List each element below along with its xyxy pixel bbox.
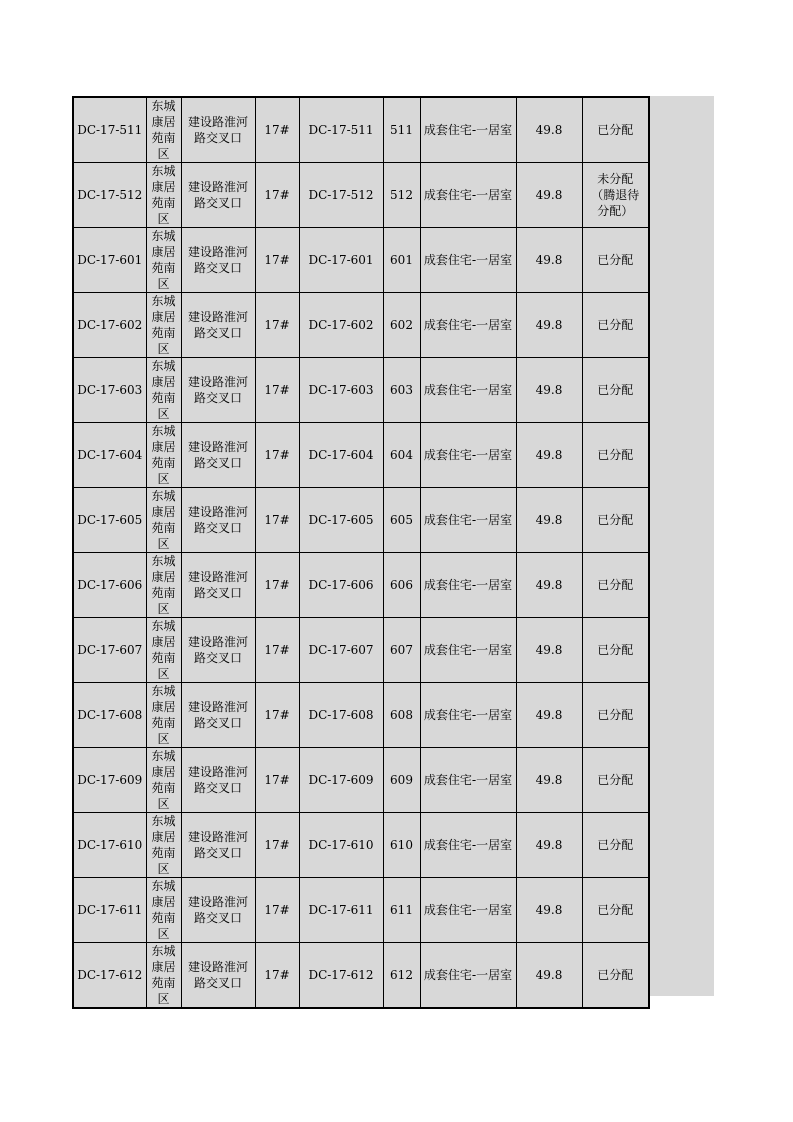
address-text: 建设路淮河路交叉口 bbox=[187, 115, 248, 145]
community-cell bbox=[146, 618, 181, 683]
building-cell: 17# bbox=[255, 683, 299, 748]
community-text: 东城康居苑南区 bbox=[151, 99, 176, 161]
table-body bbox=[73, 97, 649, 1008]
status-text: 已分配 bbox=[597, 383, 634, 397]
community-text: 东城康居苑南区 bbox=[151, 944, 176, 1006]
address-cell bbox=[181, 423, 255, 488]
status-cell bbox=[582, 943, 649, 1009]
status-text: 已分配 bbox=[597, 643, 634, 657]
housing-type-cell bbox=[420, 813, 516, 878]
address-cell bbox=[181, 878, 255, 943]
community-text: 东城康居苑南区 bbox=[151, 749, 176, 811]
community-text: 东城康居苑南区 bbox=[151, 229, 176, 291]
building-cell: 17# bbox=[255, 358, 299, 423]
unit-code-cell: DC-17-609 bbox=[299, 748, 383, 813]
address-text: 建设路淮河路交叉口 bbox=[187, 245, 248, 275]
building-cell: 17# bbox=[255, 553, 299, 618]
building-cell: 17# bbox=[255, 97, 299, 163]
room-number-cell: 608 bbox=[383, 683, 420, 748]
house-code-cell: DC-17-606 bbox=[73, 553, 146, 618]
address-cell bbox=[181, 813, 255, 878]
housing-type-text: 成套住宅-一居室 bbox=[423, 123, 513, 137]
housing-type-cell bbox=[420, 553, 516, 618]
status-text: 已分配 bbox=[597, 578, 634, 592]
unit-code-cell: DC-17-610 bbox=[299, 813, 383, 878]
room-number-cell: 605 bbox=[383, 488, 420, 553]
table-row bbox=[73, 748, 649, 813]
address-cell bbox=[181, 618, 255, 683]
status-text: 已分配 bbox=[597, 513, 634, 527]
status-text: 已分配 bbox=[597, 448, 634, 462]
table-row bbox=[73, 553, 649, 618]
housing-type-cell bbox=[420, 228, 516, 293]
status-text: 已分配 bbox=[597, 318, 634, 332]
room-number-cell: 512 bbox=[383, 163, 420, 228]
housing-type-cell bbox=[420, 748, 516, 813]
area-cell: 49.8 bbox=[516, 748, 582, 813]
housing-type-text: 成套住宅-一居室 bbox=[423, 968, 513, 982]
address-text: 建设路淮河路交叉口 bbox=[187, 440, 248, 470]
room-number-cell: 612 bbox=[383, 943, 420, 1009]
community-cell bbox=[146, 943, 181, 1009]
housing-type-cell bbox=[420, 163, 516, 228]
housing-type-cell bbox=[420, 293, 516, 358]
house-code-cell: DC-17-604 bbox=[73, 423, 146, 488]
housing-type-cell bbox=[420, 488, 516, 553]
community-cell bbox=[146, 97, 181, 163]
area-cell: 49.8 bbox=[516, 97, 582, 163]
address-cell bbox=[181, 943, 255, 1009]
housing-type-cell bbox=[420, 683, 516, 748]
status-cell bbox=[582, 228, 649, 293]
address-cell bbox=[181, 748, 255, 813]
house-code-cell: DC-17-601 bbox=[73, 228, 146, 293]
status-text: 已分配 bbox=[597, 968, 634, 982]
community-text: 东城康居苑南区 bbox=[151, 424, 176, 486]
community-text: 东城康居苑南区 bbox=[151, 294, 176, 356]
table-row bbox=[73, 618, 649, 683]
unit-code-cell: DC-17-601 bbox=[299, 228, 383, 293]
area-cell: 49.8 bbox=[516, 618, 582, 683]
building-cell: 17# bbox=[255, 813, 299, 878]
status-cell bbox=[582, 813, 649, 878]
address-text: 建设路淮河路交叉口 bbox=[187, 830, 248, 860]
unit-code-cell: DC-17-604 bbox=[299, 423, 383, 488]
housing-type-text: 成套住宅-一居室 bbox=[423, 903, 513, 917]
unit-code-cell: DC-17-608 bbox=[299, 683, 383, 748]
housing-type-text: 成套住宅-一居室 bbox=[423, 838, 513, 852]
unit-code-cell: DC-17-607 bbox=[299, 618, 383, 683]
building-cell: 17# bbox=[255, 618, 299, 683]
area-cell: 49.8 bbox=[516, 358, 582, 423]
housing-type-text: 成套住宅-一居室 bbox=[423, 708, 513, 722]
unit-code-cell: DC-17-611 bbox=[299, 878, 383, 943]
unit-code-cell: DC-17-511 bbox=[299, 97, 383, 163]
house-code-cell: DC-17-610 bbox=[73, 813, 146, 878]
status-cell bbox=[582, 293, 649, 358]
community-cell bbox=[146, 878, 181, 943]
table-row bbox=[73, 358, 649, 423]
community-cell bbox=[146, 748, 181, 813]
house-code-cell: DC-17-607 bbox=[73, 618, 146, 683]
address-cell bbox=[181, 358, 255, 423]
community-cell bbox=[146, 358, 181, 423]
housing-type-text: 成套住宅-一居室 bbox=[423, 253, 513, 267]
housing-type-cell bbox=[420, 618, 516, 683]
address-cell bbox=[181, 293, 255, 358]
address-cell bbox=[181, 228, 255, 293]
community-cell bbox=[146, 488, 181, 553]
building-cell: 17# bbox=[255, 878, 299, 943]
status-text: 已分配 bbox=[597, 773, 634, 787]
room-number-cell: 604 bbox=[383, 423, 420, 488]
area-cell: 49.8 bbox=[516, 423, 582, 488]
room-number-cell: 606 bbox=[383, 553, 420, 618]
building-cell: 17# bbox=[255, 293, 299, 358]
housing-type-cell bbox=[420, 97, 516, 163]
table-row bbox=[73, 228, 649, 293]
table-row bbox=[73, 943, 649, 1009]
community-text: 东城康居苑南区 bbox=[151, 814, 176, 876]
housing-type-cell bbox=[420, 423, 516, 488]
building-cell: 17# bbox=[255, 943, 299, 1009]
community-text: 东城康居苑南区 bbox=[151, 359, 176, 421]
table-row bbox=[73, 293, 649, 358]
address-text: 建设路淮河路交叉口 bbox=[187, 180, 248, 210]
room-number-cell: 609 bbox=[383, 748, 420, 813]
housing-type-cell bbox=[420, 878, 516, 943]
community-cell bbox=[146, 813, 181, 878]
room-number-cell: 611 bbox=[383, 878, 420, 943]
address-text: 建设路淮河路交叉口 bbox=[187, 505, 248, 535]
area-cell: 49.8 bbox=[516, 293, 582, 358]
status-cell bbox=[582, 488, 649, 553]
house-code-cell: DC-17-605 bbox=[73, 488, 146, 553]
table-row bbox=[73, 488, 649, 553]
unit-code-cell: DC-17-605 bbox=[299, 488, 383, 553]
house-code-cell: DC-17-612 bbox=[73, 943, 146, 1009]
gray-side-panel bbox=[648, 96, 714, 996]
status-text: 已分配 bbox=[597, 903, 634, 917]
address-text: 建设路淮河路交叉口 bbox=[187, 310, 248, 340]
area-cell: 49.8 bbox=[516, 488, 582, 553]
room-number-cell: 603 bbox=[383, 358, 420, 423]
area-cell: 49.8 bbox=[516, 553, 582, 618]
table-row bbox=[73, 423, 649, 488]
housing-type-text: 成套住宅-一居室 bbox=[423, 448, 513, 462]
community-cell bbox=[146, 163, 181, 228]
housing-type-text: 成套住宅-一居室 bbox=[423, 578, 513, 592]
table-row bbox=[73, 813, 649, 878]
community-cell bbox=[146, 553, 181, 618]
address-text: 建设路淮河路交叉口 bbox=[187, 895, 248, 925]
housing-type-text: 成套住宅-一居室 bbox=[423, 188, 513, 202]
table-row bbox=[73, 683, 649, 748]
address-text: 建设路淮河路交叉口 bbox=[187, 570, 248, 600]
area-cell: 49.8 bbox=[516, 683, 582, 748]
housing-type-text: 成套住宅-一居室 bbox=[423, 513, 513, 527]
room-number-cell: 602 bbox=[383, 293, 420, 358]
house-code-cell: DC-17-608 bbox=[73, 683, 146, 748]
community-cell bbox=[146, 228, 181, 293]
address-cell bbox=[181, 553, 255, 618]
status-cell bbox=[582, 97, 649, 163]
community-cell bbox=[146, 423, 181, 488]
address-text: 建设路淮河路交叉口 bbox=[187, 635, 248, 665]
community-text: 东城康居苑南区 bbox=[151, 489, 176, 551]
area-cell: 49.8 bbox=[516, 813, 582, 878]
address-cell bbox=[181, 97, 255, 163]
status-cell bbox=[582, 423, 649, 488]
address-text: 建设路淮河路交叉口 bbox=[187, 375, 248, 405]
status-text: 已分配 bbox=[597, 123, 634, 137]
table-row bbox=[73, 97, 649, 163]
address-text: 建设路淮河路交叉口 bbox=[187, 700, 248, 730]
status-cell bbox=[582, 358, 649, 423]
address-cell bbox=[181, 488, 255, 553]
status-cell bbox=[582, 618, 649, 683]
address-cell bbox=[181, 163, 255, 228]
housing-table bbox=[72, 96, 650, 1009]
community-cell bbox=[146, 683, 181, 748]
area-cell: 49.8 bbox=[516, 878, 582, 943]
community-text: 东城康居苑南区 bbox=[151, 164, 176, 226]
address-cell bbox=[181, 683, 255, 748]
building-cell: 17# bbox=[255, 488, 299, 553]
status-cell bbox=[582, 748, 649, 813]
community-text: 东城康居苑南区 bbox=[151, 554, 176, 616]
house-code-cell: DC-17-511 bbox=[73, 97, 146, 163]
housing-type-cell bbox=[420, 358, 516, 423]
table-row bbox=[73, 878, 649, 943]
status-text: 已分配 bbox=[597, 838, 634, 852]
house-code-cell: DC-17-602 bbox=[73, 293, 146, 358]
area-cell: 49.8 bbox=[516, 943, 582, 1009]
house-code-cell: DC-17-611 bbox=[73, 878, 146, 943]
housing-type-text: 成套住宅-一居室 bbox=[423, 383, 513, 397]
status-text: 已分配 bbox=[597, 253, 634, 267]
status-text: 未分配（腾退待分配） bbox=[591, 172, 640, 218]
address-text: 建设路淮河路交叉口 bbox=[187, 960, 248, 990]
housing-type-cell bbox=[420, 943, 516, 1009]
status-cell bbox=[582, 878, 649, 943]
area-cell: 49.8 bbox=[516, 228, 582, 293]
unit-code-cell: DC-17-612 bbox=[299, 943, 383, 1009]
house-code-cell: DC-17-609 bbox=[73, 748, 146, 813]
area-cell: 49.8 bbox=[516, 163, 582, 228]
status-cell bbox=[582, 553, 649, 618]
status-text: 已分配 bbox=[597, 708, 634, 722]
housing-type-text: 成套住宅-一居室 bbox=[423, 773, 513, 787]
room-number-cell: 610 bbox=[383, 813, 420, 878]
room-number-cell: 511 bbox=[383, 97, 420, 163]
housing-type-text: 成套住宅-一居室 bbox=[423, 643, 513, 657]
community-cell bbox=[146, 293, 181, 358]
building-cell: 17# bbox=[255, 423, 299, 488]
unit-code-cell: DC-17-602 bbox=[299, 293, 383, 358]
room-number-cell: 607 bbox=[383, 618, 420, 683]
community-text: 东城康居苑南区 bbox=[151, 879, 176, 941]
unit-code-cell: DC-17-603 bbox=[299, 358, 383, 423]
community-text: 东城康居苑南区 bbox=[151, 619, 176, 681]
room-number-cell: 601 bbox=[383, 228, 420, 293]
address-text: 建设路淮河路交叉口 bbox=[187, 765, 248, 795]
house-code-cell: DC-17-512 bbox=[73, 163, 146, 228]
building-cell: 17# bbox=[255, 163, 299, 228]
status-cell bbox=[582, 683, 649, 748]
community-text: 东城康居苑南区 bbox=[151, 684, 176, 746]
building-cell: 17# bbox=[255, 228, 299, 293]
unit-code-cell: DC-17-606 bbox=[299, 553, 383, 618]
housing-type-text: 成套住宅-一居室 bbox=[423, 318, 513, 332]
house-code-cell: DC-17-603 bbox=[73, 358, 146, 423]
unit-code-cell: DC-17-512 bbox=[299, 163, 383, 228]
table-row bbox=[73, 163, 649, 228]
building-cell: 17# bbox=[255, 748, 299, 813]
status-cell bbox=[582, 163, 649, 228]
